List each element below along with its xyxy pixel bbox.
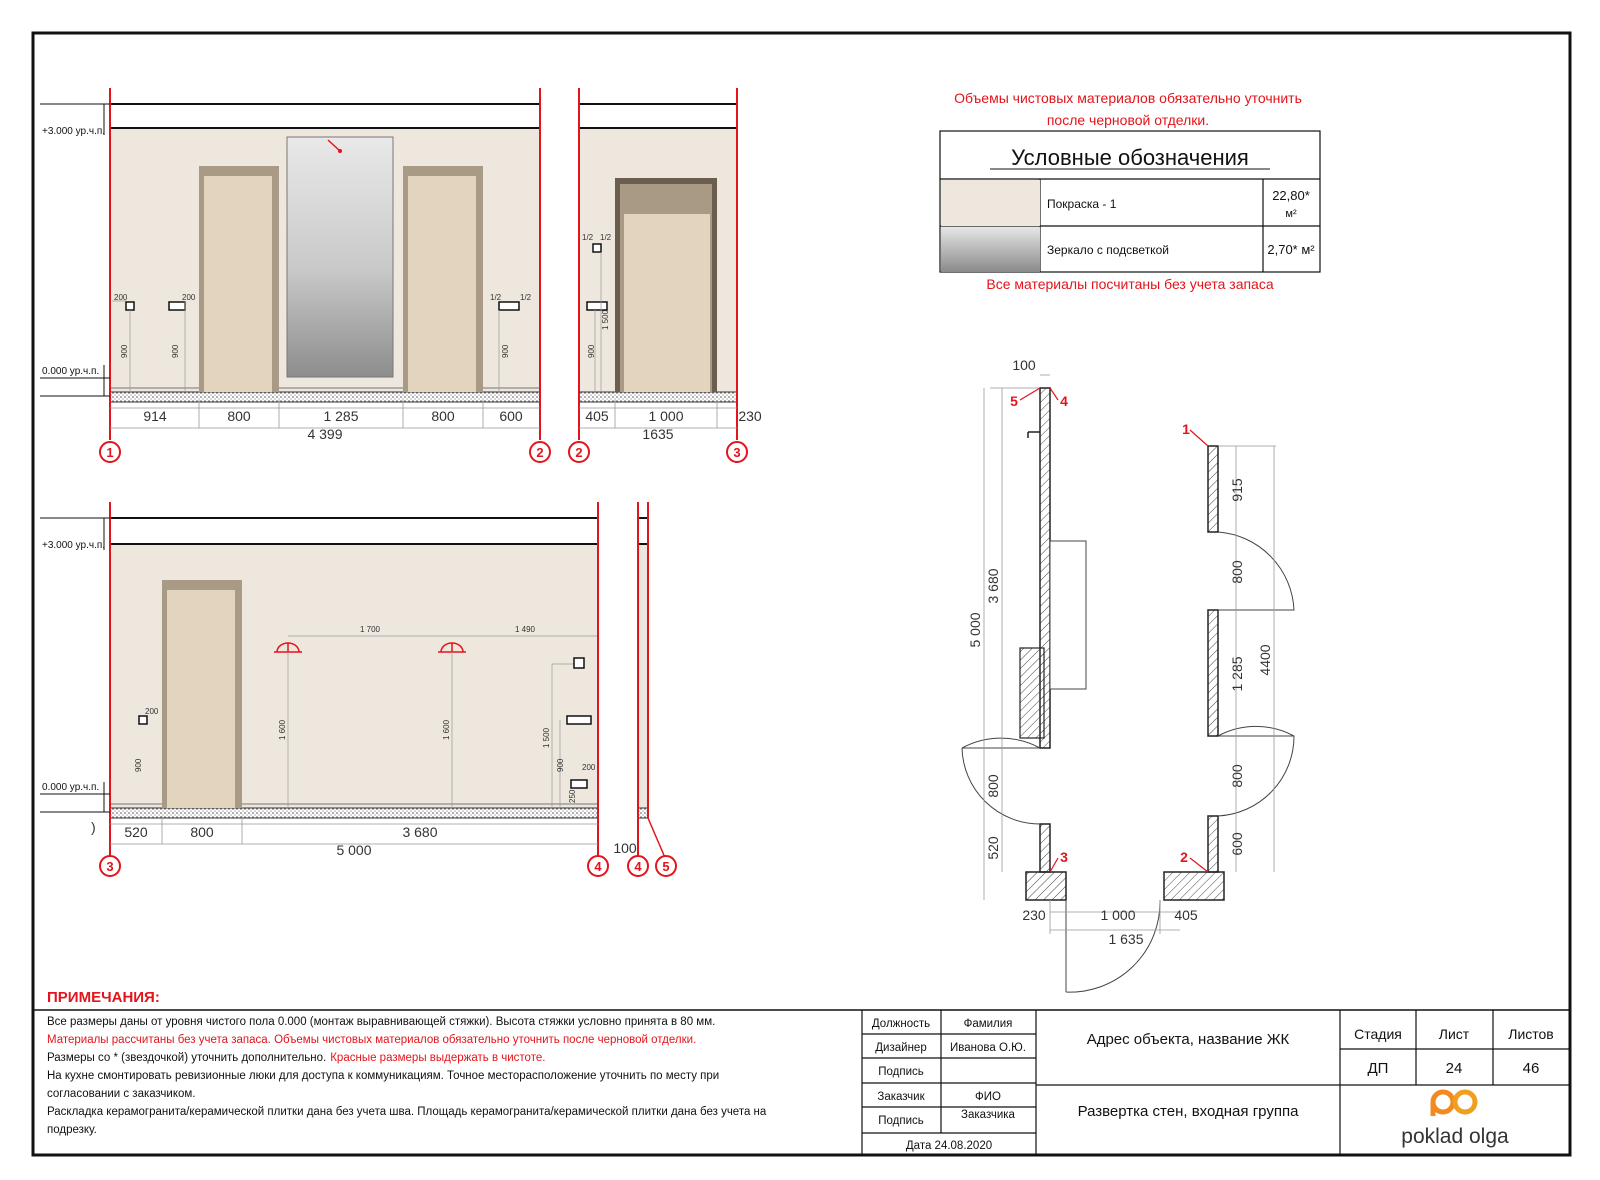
- level-top-label: +3.000 ур.ч.п.: [42, 540, 106, 551]
- small-dim: 900: [134, 758, 143, 772]
- sheet-label: Лист: [1438, 1026, 1470, 1042]
- axis-marker: [100, 856, 120, 876]
- svg-text:915: 915: [1229, 478, 1245, 502]
- legend-item-name: Покраска - 1: [1047, 197, 1117, 211]
- stage-value: ДП: [1367, 1060, 1389, 1077]
- role-name: Иванова О.Ю.: [950, 1042, 1026, 1054]
- note-line: подрезку.: [47, 1124, 97, 1136]
- note-line: Все размеры даны от уровня чистого пола 0.000 (монтаж выравнивающей стяжки). Высота стяжки условно принята в 80 мм.: [47, 1016, 716, 1028]
- small-dim: 200: [182, 293, 196, 302]
- dim-label: 800: [431, 408, 455, 424]
- address: Адрес объекта, название ЖК: [1086, 1031, 1290, 1048]
- sheets-label: Листов: [1508, 1026, 1554, 1042]
- svg-text:1 285: 1 285: [1229, 656, 1245, 692]
- legend-item-name: Зеркало с подсветкой: [1047, 243, 1169, 257]
- role-label: Дизайнер: [875, 1042, 927, 1054]
- small-dim: 900: [556, 758, 565, 772]
- dim-label: 1 285: [323, 408, 359, 424]
- axis-marker: [628, 856, 648, 876]
- small-dim: 1/2: [520, 293, 532, 302]
- small-dim: 1 700: [359, 625, 381, 634]
- svg-text:3: 3: [733, 445, 741, 460]
- notes-title: ПРИМЕЧАНИЯ:: [47, 989, 160, 1006]
- small-dim: 1/2: [582, 233, 594, 242]
- role-label: Подпись: [878, 1115, 924, 1127]
- axis-marker: [100, 442, 120, 462]
- svg-text:3: 3: [106, 859, 114, 874]
- dim-label: 405: [585, 408, 609, 424]
- svg-text:5 000: 5 000: [967, 612, 983, 648]
- note-line: На кухне смонтировать ревизионные люки для доступа к коммуникациям. Точное месторасположение уточнить по месту при: [47, 1070, 720, 1082]
- plan-marker: 3: [1060, 849, 1068, 865]
- role-name: ФИО: [975, 1091, 1001, 1103]
- axis-marker: [656, 856, 676, 876]
- small-dim: 900: [171, 344, 180, 358]
- svg-text:5: 5: [662, 859, 670, 874]
- small-dim: 1 500: [542, 727, 551, 748]
- svg-text:800: 800: [1229, 764, 1245, 788]
- dim-bracket: ): [91, 819, 96, 835]
- small-dim: 1 500: [601, 309, 610, 330]
- note-line: Материалы рассчитаны без учета запаса. Объемы чистовых материалов обязательно уточнить после черновой отделки.: [47, 1034, 697, 1046]
- svg-text:405: 405: [1174, 907, 1198, 923]
- axis-marker: [588, 856, 608, 876]
- small-dim: 200: [114, 293, 128, 302]
- svg-text:3 680: 3 680: [985, 568, 1001, 604]
- role-label: Заказчик: [877, 1091, 925, 1103]
- note-line: согласовании с заказчиком.: [47, 1088, 196, 1100]
- small-dim: 1 600: [278, 719, 287, 740]
- svg-text:1 000: 1 000: [1100, 907, 1136, 923]
- svg-text:230: 230: [1022, 907, 1046, 923]
- small-dim: 250: [568, 789, 577, 803]
- dim-label: 1 000: [648, 408, 684, 424]
- legend-title: Условные обозначения: [1011, 145, 1249, 170]
- door-leaf: [167, 590, 235, 808]
- dim-label: 800: [227, 408, 251, 424]
- role-label: Должность: [871, 1018, 931, 1030]
- svg-text:1 635: 1 635: [1108, 931, 1144, 947]
- dim-label: 800: [190, 824, 214, 840]
- svg-text:800: 800: [1229, 560, 1245, 584]
- elevation-1-2: [40, 88, 550, 462]
- small-dim: 1/2: [600, 233, 612, 242]
- dim-total: 1635: [642, 426, 674, 442]
- axis-marker: [727, 442, 747, 462]
- dim-label: 3 680: [402, 824, 438, 840]
- sheets-value: 46: [1522, 1060, 1540, 1077]
- elevation-3-4: [40, 502, 608, 876]
- legend-item-value: 22,80*: [1272, 188, 1310, 203]
- svg-text:2: 2: [575, 445, 583, 460]
- small-dim: 900: [120, 344, 129, 358]
- svg-text:2: 2: [536, 445, 544, 460]
- role-name: Заказчика: [961, 1109, 1015, 1121]
- svg-text:1: 1: [106, 445, 114, 460]
- door-leaf: [408, 176, 476, 392]
- role-name: Фамилия: [963, 1018, 1013, 1030]
- elevation-2-3: [569, 88, 762, 462]
- notice-line: после черновой отделки.: [1046, 112, 1210, 128]
- sheet-title: Развертка стен, входная группа: [1077, 1103, 1299, 1120]
- dim-label: 914: [143, 408, 167, 424]
- svg-text:520: 520: [985, 836, 1001, 860]
- dim-total: 4 399: [307, 426, 343, 442]
- small-dim: 900: [587, 344, 596, 358]
- plan-marker: 4: [1060, 393, 1068, 409]
- plan-marker: 1: [1182, 421, 1190, 437]
- date: Дата 24.08.2020: [905, 1140, 993, 1152]
- small-dim: 900: [501, 344, 510, 358]
- legend-swatch-paint: [941, 180, 1040, 226]
- brand-name: poklad olga: [1401, 1125, 1509, 1148]
- door-leaf: [204, 176, 272, 392]
- level-top-label: +3.000 ур.ч.п.: [42, 126, 106, 137]
- sheet-value: 24: [1445, 1060, 1463, 1077]
- small-dim: 1 490: [514, 625, 536, 634]
- svg-text:4400: 4400: [1257, 644, 1273, 676]
- legend-item-value: 2,70* м²: [1267, 242, 1315, 257]
- dim-label: 100: [613, 840, 637, 856]
- svg-text:4: 4: [634, 859, 642, 874]
- small-dim: 200: [582, 763, 596, 772]
- dim-total: 5 000: [336, 842, 372, 858]
- plan-marker: 5: [1010, 393, 1018, 409]
- role-label: Подпись: [878, 1066, 924, 1078]
- dim-label: 600: [499, 408, 523, 424]
- notice-line: Объемы чистовых материалов обязательно уточнить: [954, 90, 1302, 106]
- stage-label: Стадия: [1354, 1026, 1402, 1042]
- dim-label: 230: [738, 408, 762, 424]
- small-dim: 1 600: [442, 719, 451, 740]
- legend-footnote: Все материалы посчитаны без учета запаса: [986, 276, 1274, 292]
- legend-swatch-mirror: [941, 227, 1040, 272]
- plan-dims: [967, 357, 1273, 947]
- legend-item-unit: м²: [1285, 208, 1297, 220]
- dim-label: 520: [124, 824, 148, 840]
- legend: [940, 90, 1320, 292]
- small-dim: 200: [145, 707, 159, 716]
- svg-text:800: 800: [985, 774, 1001, 798]
- elevation-4-5: [613, 502, 676, 876]
- mirror: [287, 137, 393, 377]
- axis-marker: [530, 442, 550, 462]
- axis-marker: [569, 442, 589, 462]
- plan-marker: 2: [1180, 849, 1188, 865]
- door-leaf: [624, 214, 710, 392]
- brand-logo-icon: [1433, 1092, 1475, 1116]
- svg-text:600: 600: [1229, 832, 1245, 856]
- note-line: Раскладка керамогранита/керамической плитки дана без учета шва. Площадь керамогранита/керамической плитки дана без учета на: [47, 1106, 767, 1118]
- note-line: Размеры со * (звездочкой) уточнить дополнительно. Красные размеры выдержать в чистоте.: [47, 1052, 546, 1064]
- svg-text:4: 4: [594, 859, 602, 874]
- screed: [110, 392, 540, 402]
- svg-text:100: 100: [1012, 357, 1036, 373]
- level-floor-label: 0.000 ур.ч.п.: [42, 366, 100, 377]
- level-floor-label: 0.000 ур.ч.п.: [42, 782, 100, 793]
- small-dim: 1/2: [490, 293, 502, 302]
